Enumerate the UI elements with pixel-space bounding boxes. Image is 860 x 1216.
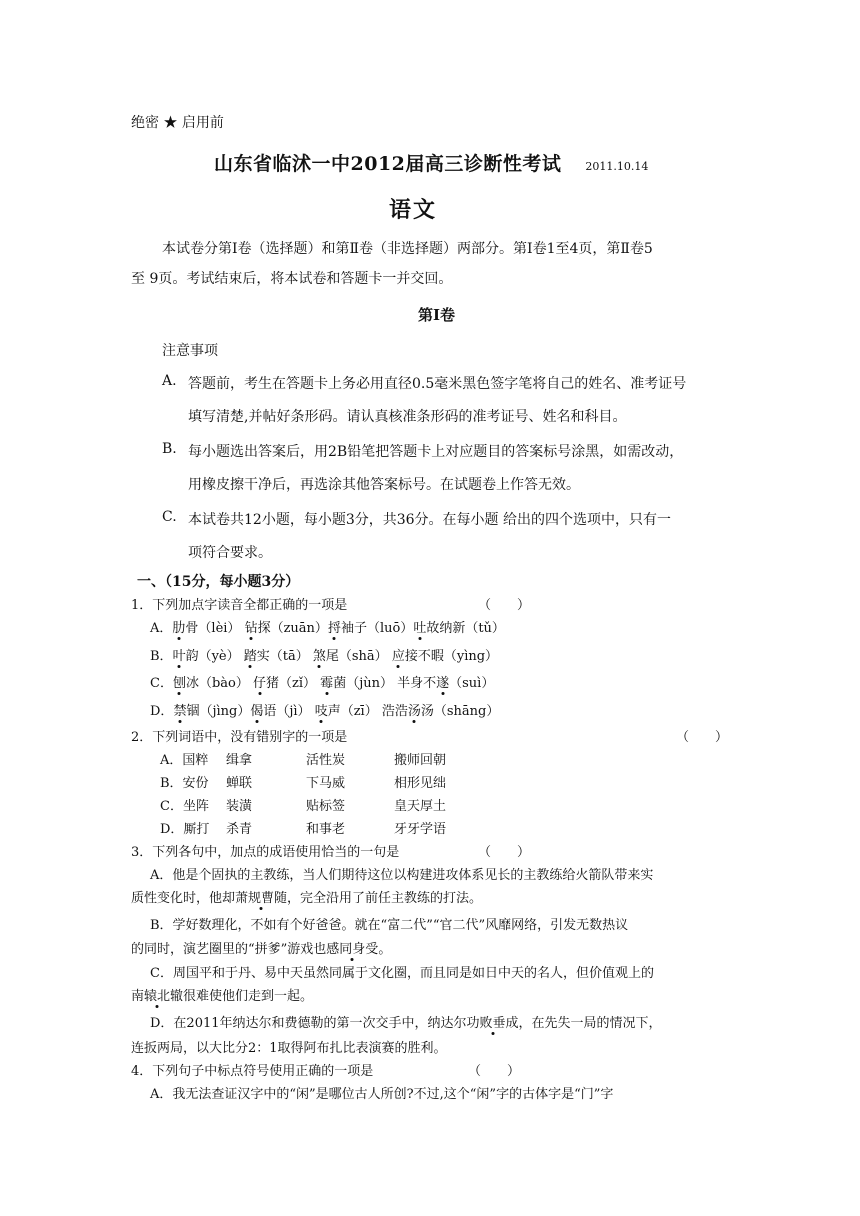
q1-option-d [150, 700, 499, 719]
dotted-char: 禁 [173, 704, 187, 719]
dotted-char: 踏 [243, 649, 257, 664]
option-word: 下马威 [306, 776, 346, 791]
notice-c-line-2: 项符合要求。 [188, 545, 272, 561]
exam-title-line [214, 149, 648, 176]
option-word: 贴标签 [306, 799, 346, 814]
option-label: D． [150, 704, 174, 719]
option-word: 蝉联 [226, 776, 253, 791]
dotted-char: 刨 [172, 676, 186, 691]
option-word: 搬师回朝 [394, 753, 447, 768]
option-text: 接不暇（yìng） [404, 649, 499, 664]
notice-c-line-1: 本试卷共12小题，每小题3分，共36分。在每小题 给出的四个选项中，只有一 [188, 512, 671, 528]
q4-answer-paren: （ ） [468, 1064, 521, 1079]
dotted-idiom: 南辕北辙 [131, 989, 184, 1004]
text: 。 [378, 942, 392, 957]
dotted-char: 汤 [407, 704, 421, 719]
option-text: 语（jì） [263, 704, 315, 719]
option-word: 缉拿 [226, 753, 253, 768]
q3-c-line-1: C．周国平和于丹、易中天虽然同属于文化圈，而且同是如日中天的名人，但价值观上的 [150, 966, 654, 981]
dotted-char: 吐 [413, 621, 427, 636]
option-word: 装潢 [226, 799, 253, 814]
text: 很难使他们走到一起。 [183, 989, 314, 1004]
dotted-char: 叶 [172, 649, 186, 664]
text: ，完全沿用了前任主教练的打法。 [287, 891, 483, 906]
exam-title: 山东省临沭一中2012届高三诊断性考试 [214, 153, 562, 175]
q3-stem: 3．下列各句中，加点的成语使用恰当的一句是 [131, 845, 400, 860]
q2-option-a [160, 749, 446, 768]
q1-answer-paren: （ ） [478, 598, 531, 613]
dotted-char: 霉 [320, 676, 334, 691]
q2-option-c [160, 795, 446, 814]
q3-a-line-1: A．他是个固执的主教练，当人们期待这位以构建进攻体系见长的主教练给火箭队带来实 [150, 868, 654, 883]
text: ，在先失一局的情况下， [518, 1016, 662, 1031]
option-label: B． [150, 649, 173, 664]
q3-d-line-2: 连扳两局，以大比分2：1取得阿布扎比表演赛的胜利。 [131, 1041, 447, 1056]
q4-a-line-1: A．我无法查证汉字中的“闲”是哪位古人所创?不过,这个“闲”字的古体字是“门”字 [150, 1087, 614, 1102]
subject-title: 语文 [389, 197, 438, 223]
q2-answer-paren: （ ） [676, 730, 729, 745]
q1-option-b [150, 645, 498, 664]
notice-title: 注意事项 [162, 343, 218, 359]
option-text: 故纳新（tǔ） [426, 621, 505, 636]
notice-a-label: A. [162, 373, 177, 389]
option-text: 尾（shā） [325, 649, 392, 664]
dotted-char: 偈 [250, 704, 264, 719]
option-word: 相形见绌 [394, 776, 447, 791]
dotted-char: 钻 [244, 621, 258, 636]
option-word: A．国粹 [160, 753, 209, 768]
q1-option-a [150, 617, 505, 636]
dotted-char: 遂 [436, 676, 450, 691]
q3-b-line-2 [131, 938, 391, 957]
text: 的同时，演艺圈里的“拼爹”游戏也 [131, 942, 327, 957]
option-word: 杀青 [226, 822, 253, 837]
dotted-char: 肋 [172, 621, 186, 636]
q3-answer-paren: （ ） [478, 845, 531, 860]
exam-date: 2011.10.14 [585, 160, 649, 173]
option-text: 探（zuān） [257, 621, 328, 636]
q4-stem: 4．下列句子中标点符号使用正确的一项是 [131, 1064, 374, 1079]
option-text: 菌（jùn） 半身不 [333, 676, 437, 691]
option-text: 实（tā） [256, 649, 313, 664]
intro-line-1: 本试卷分第Ⅰ卷（选择题）和第Ⅱ卷（非选择题）两部分。第Ⅰ卷1至4页，第Ⅱ卷5 [162, 241, 653, 257]
notice-b-label: B. [162, 441, 177, 457]
dotted-idiom: 萧规曹随 [235, 891, 288, 906]
dotted-char: 应 [391, 649, 405, 664]
q1-stem: 1．下列加点字读音全都正确的一项是 [131, 598, 348, 613]
option-text: 汤（shāng） [420, 704, 500, 719]
q1-option-c [150, 672, 494, 691]
option-text: 声（zī） 浩浩 [327, 704, 408, 719]
dotted-char: 吱 [314, 704, 328, 719]
text: 质性变化时，他却 [131, 891, 236, 906]
notice-a-line-1: 答题前，考生在答题卡上务必用直径0.5毫米黑色签字笔将自己的姓名、准考证号 [188, 376, 687, 392]
dotted-char: 煞 [312, 649, 326, 664]
q2-option-b [160, 772, 446, 791]
option-word: 皇天厚土 [394, 799, 447, 814]
q3-a-line-2 [131, 887, 482, 906]
dotted-idiom: 感同身受 [326, 942, 379, 957]
option-text: 猪（zǐ） [266, 676, 321, 691]
notice-c-label: C. [162, 509, 177, 525]
option-text: 冰（bào） [185, 676, 254, 691]
intro-line-2: 至 9页。考试结束后，将本试卷和答题卡一并交回。 [131, 271, 453, 287]
option-word: 活性炭 [306, 753, 346, 768]
option-text: 锢（jìng） [186, 704, 251, 719]
notice-b-line-2: 用橡皮擦干净后，再选涂其他答案标号。在试题卷上作答无效。 [188, 477, 580, 493]
option-word: 和事老 [306, 822, 346, 837]
text: D．在2011年纳达尔和费德勒的第一次交手中，纳达尔 [150, 1016, 467, 1031]
q3-c-line-2 [131, 985, 313, 1004]
secret-label: 绝密 ★ 启用前 [131, 115, 224, 131]
option-text: 袖子（luō） [340, 621, 414, 636]
option-text: （suì） [449, 676, 495, 691]
q2-option-d [160, 818, 446, 837]
notice-b-line-1: 每小题选出答案后，用2B铅笔把答题卡上对应题目的答案标号涂黑，如需改动， [188, 444, 684, 460]
dotted-char: 仔 [253, 676, 267, 691]
option-word: 牙牙学语 [394, 822, 447, 837]
option-word: D．厮打 [160, 822, 210, 837]
option-word: C．坐阵 [160, 799, 209, 814]
option-text: 韵（yè） [185, 649, 244, 664]
q3-d-line-1 [150, 1012, 662, 1031]
option-label: A． [150, 621, 173, 636]
q3-b-line-1: B．学好数理化，不如有个好爸爸。就在“富二代”“官二代”风靡网络，引发无数热议 [150, 918, 629, 933]
option-label: C． [150, 676, 173, 691]
q2-stem: 2．下列词语中，没有错别字的一项是 [131, 730, 348, 745]
section-1-title: 一、（15分，每小题3分） [137, 574, 300, 590]
part-title: 第Ⅰ卷 [418, 306, 456, 324]
option-word: B．安份 [160, 776, 209, 791]
option-text: 骨（lèi） [185, 621, 245, 636]
notice-a-line-2: 填写清楚,并帖好条形码。请认真核准条形码的准考证号、姓名和科目。 [188, 409, 627, 425]
dotted-idiom: 功败垂成 [466, 1016, 519, 1031]
dotted-char: 捋 [327, 621, 341, 636]
